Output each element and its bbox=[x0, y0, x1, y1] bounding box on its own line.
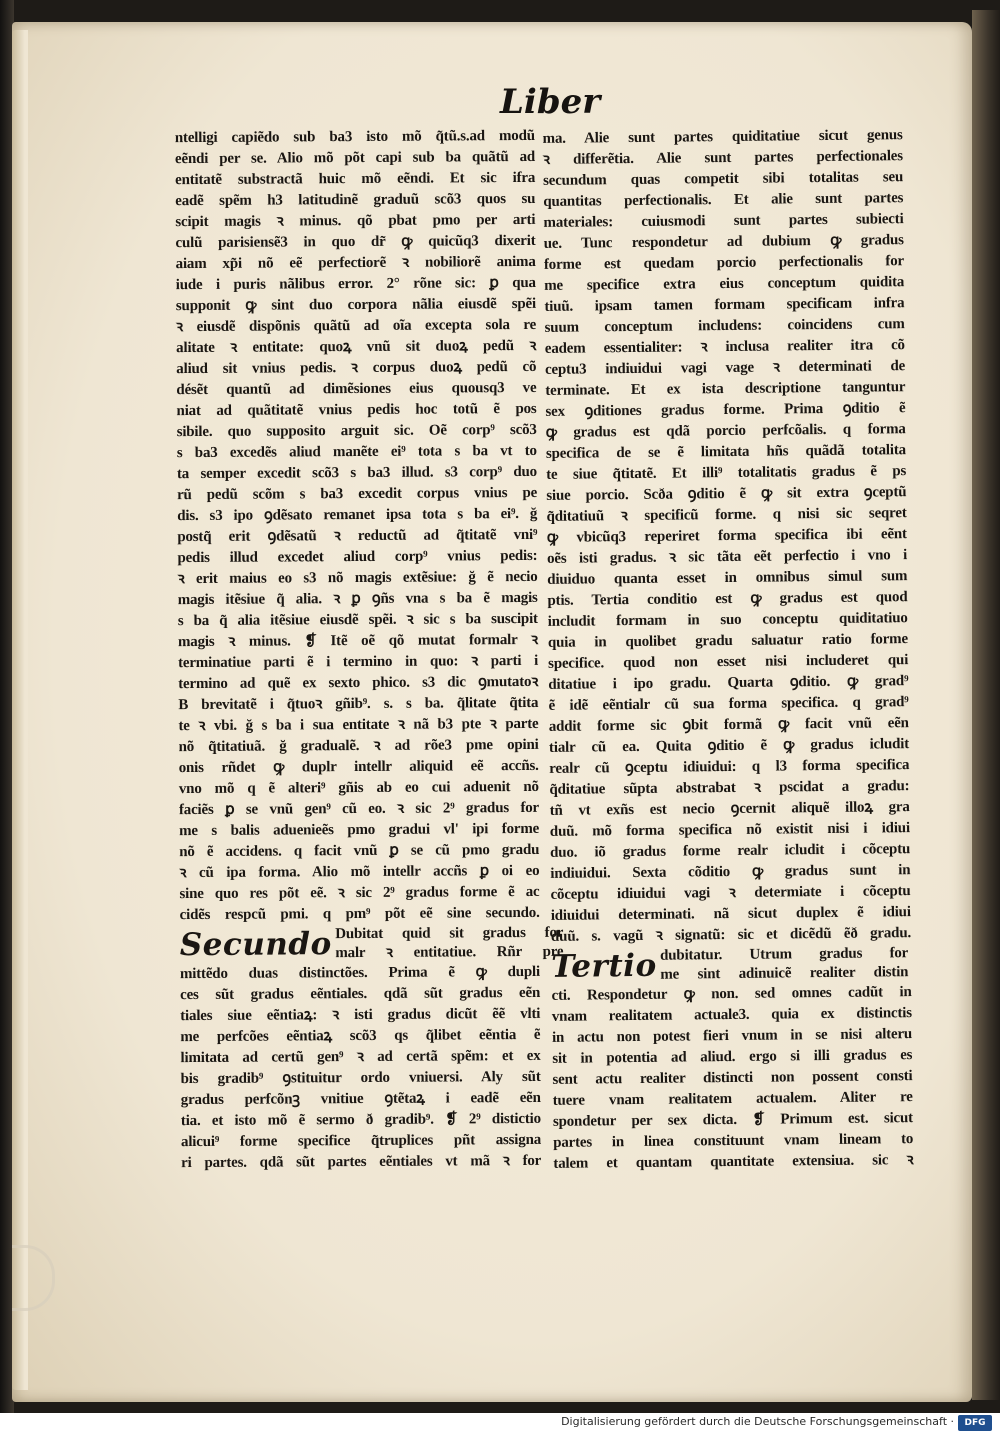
text-line: rũ pedũ scõm s ba3 excedit corpus vnius pe bbox=[177, 484, 538, 504]
text-line: onis rñdet ꝙ duplr intellr aliquid eẽ accñs. bbox=[178, 757, 539, 777]
text-line: sex ꝯditiones gradus forme. Prima ꝯditio ẽ bbox=[545, 400, 906, 420]
text-line: te ꝛ vbi. ğ s ba i sua entitate ꝛ nã b3 pte ꝛ parte bbox=[178, 715, 539, 735]
text-line: tialr cũ ea. Quita ꝯditio ẽ ꝙ gradus icludit bbox=[548, 736, 910, 756]
text-line: suum conceptum includens: coincidens cum bbox=[544, 316, 905, 336]
initial-word: Secundo bbox=[179, 926, 332, 964]
text-line: B brevitatẽ i q̃tuoꝛ gñib⁹. s. s ba. q̃litate q̃tita bbox=[178, 694, 539, 714]
initial-tail bbox=[335, 924, 563, 963]
text-line: vnam realitatem actuale3. quia ex distinctis bbox=[551, 1005, 912, 1025]
text-line: ꝛ differẽtia. Alie sunt partes perfectionales bbox=[542, 148, 903, 168]
text-line: me s balis aduenieẽs pmo gradui vl' ipi forme bbox=[179, 820, 540, 840]
text-line: ẽ idẽ eẽntialr cũ sua forma specifica. q grad⁹ bbox=[548, 694, 909, 714]
text-line: eadẽ spẽm h3 latitudinẽ graduũ scõ3 quos su bbox=[175, 190, 536, 210]
text-line: faciẽs ꝑ se vnũ gen⁹ cũ eo. ꝛ sic 2⁹ gradus for bbox=[178, 799, 540, 819]
dfg-logo: DFG bbox=[958, 1415, 992, 1431]
right-column-lines-after bbox=[552, 982, 914, 1175]
text-line: ma. Alie sunt partes quiditatiue sicut genus bbox=[542, 127, 903, 147]
text-line: sine quo res põt eẽ. ꝛ sic 2⁹ gradus forme ẽ ac bbox=[179, 883, 540, 903]
text-line: sibile. quo supposito arguit sic. Oẽ corp⁹ scõ3 bbox=[176, 421, 537, 441]
text-line: tiuũ. ipsam tamen formam specificam infra bbox=[544, 295, 905, 315]
initial-word: Tertio bbox=[551, 947, 657, 985]
text-line: ceptu3 indiuidui vagi vage ꝛ determinati de bbox=[544, 358, 906, 378]
initial-tail-line: dubitatur. Utrum gradus for bbox=[660, 945, 909, 964]
text-line: postq̃ erit ꝯdẽsatũ ꝛ reductũ ad q̃titatẽ vni⁹ bbox=[177, 526, 538, 546]
text-line: specifica de se ẽ limitata hñs quãdã totalita bbox=[545, 442, 907, 462]
text-line: cidẽs respcũ pmi. q pm⁹ põt eẽ sine secundo. bbox=[179, 904, 540, 924]
text-column-right bbox=[543, 125, 914, 1175]
text-line: ꝛ cũ ipa forma. Alio mõ intellr accñs ꝑ oi eo bbox=[179, 862, 540, 882]
text-line: tia. et isto mõ ẽ sermo ð gradib⁹. ❡ 2⁹ distictio bbox=[180, 1110, 541, 1130]
text-line: niat ad quãtitatẽ vnius pedis hoc totũ ẽ pos bbox=[176, 400, 537, 420]
text-line: cti. Respondetur ꝙ non. sed omnes cadũt in bbox=[551, 984, 912, 1004]
initial-tail-line: Dubitat quid sit gradus for bbox=[335, 924, 564, 943]
page-gutter-fold bbox=[12, 30, 28, 1390]
text-line: spondetur per sex dicta. ❡ Primum est. sicut bbox=[552, 1110, 913, 1130]
text-line: diuiduo quanta esset in omnibus simul sum bbox=[547, 568, 908, 588]
text-line: ri partes. qdã sũt partes eẽntiales vt mã ꝛ for bbox=[181, 1152, 542, 1172]
text-line: tñ vt exñs est necio ꝯcernit aliquẽ illoꝝ gra bbox=[549, 799, 910, 819]
text-line: me specifice extra eius conceptum quidita bbox=[544, 274, 905, 294]
text-line: addit forme sic ꝯbit formã ꝙ facit vnũ eẽn bbox=[548, 715, 909, 735]
text-line: alitate ꝛ entitate: quoꝝ vnũ sit duoꝝ pedũ ꝛ bbox=[176, 337, 537, 357]
text-line: materiales: cuiusmodi sunt partes subiecti bbox=[543, 211, 904, 231]
text-line: siue porcio. Scða ꝯditio ẽ ꝙ sit extra ꝯceptũ bbox=[546, 484, 907, 504]
text-line: nõ ẽ accidens. q facit vnũ ꝑ se cũ pmo gradu bbox=[179, 841, 540, 861]
text-line: supponit ꝙ sint duo corpora nãlia eiusdẽ spẽi bbox=[175, 295, 536, 315]
text-line: duũ. mõ forma specifica nõ existit nisi i idiui bbox=[549, 820, 910, 840]
text-line: tiales siue eẽntiaꝝ: ꝛ isti gradus dicũt ẽẽ vlti bbox=[180, 1005, 541, 1025]
text-line: gradus perfcõnꝫ vnitiue ꝯtẽtaꝝ i eadẽ eẽn bbox=[180, 1089, 541, 1109]
text-line: oẽs isti gradus. ꝛ sic tãta eẽt perfectio i vno i bbox=[546, 547, 908, 567]
text-line: eadem essentialiter: ꝛ inclusa realiter itra cõ bbox=[544, 337, 905, 357]
text-line: terminatiue parti ẽ i termino in quo: ꝛ parti i bbox=[178, 652, 539, 672]
text-line: q̃ditatiue sũpta abstrabat ꝛ pscidat a gradu: bbox=[549, 778, 910, 798]
text-line: realr cũ ꝯceptu idiuidui: q l3 forma specifica bbox=[549, 757, 910, 777]
text-line: me perfcões eẽntiaꝝ scõ3 qs q̃libet eẽntia ẽ bbox=[180, 1026, 541, 1046]
text-line: vno mõ q ẽ alteri⁹ gñis ab eo cui aduenit nõ bbox=[178, 778, 539, 798]
text-line: culũ parisiensẽ3 in quo dr̃ ꝙ quicũq3 dixerit bbox=[175, 232, 536, 252]
text-line: bis gradib⁹ ꝯstituitur ordo vniuersi. Aly sũt bbox=[180, 1068, 541, 1088]
initial-tail-line: me sint adinuicẽ realiter distin bbox=[660, 964, 909, 983]
left-column-lines-after bbox=[180, 962, 541, 1174]
text-line: duo. iõ gradus forme realr icludit i cõceptu bbox=[550, 841, 911, 861]
text-line: désẽt quantũ ad dimẽsiones eius quousq3 ve bbox=[176, 379, 537, 399]
text-line: magis itẽsiue q̃ alia. ꝛ ꝑ ꝯñs vna s ba ẽ magis bbox=[177, 589, 538, 609]
text-line: ꝙ vbicũq3 reperiret forma specifica ibi eẽnt bbox=[546, 526, 907, 546]
text-line: ꝛ eiusdẽ dispõnis quãtũ ad oĩa excepta sola re bbox=[175, 316, 537, 336]
text-line: aliud sit vnius pedis. ꝛ corpus duoꝝ pedũ cõ bbox=[176, 358, 537, 378]
text-line: scipit magis ꝛ minus. qõ pbat pmo per arti bbox=[175, 211, 536, 231]
book-edge-right bbox=[972, 10, 1000, 1400]
text-line: limitata ad certũ gen⁹ ꝛ ad certã spẽm: et ex bbox=[180, 1047, 541, 1067]
text-line: indiuidui. Sexta cõditio ꝙ gradus sunt in bbox=[550, 862, 911, 882]
footer-bar bbox=[0, 1413, 1000, 1434]
text-line: s ba q̃ alia itẽsiue eiusdẽ spẽi. ꝛ sic s ba suscipit bbox=[177, 610, 538, 630]
text-line: ue. Tunc respondetur ad dubium ꝙ gradus bbox=[543, 232, 904, 252]
text-line: mittẽdo duas distinctões. Prima ẽ ꝙ dupli bbox=[179, 963, 541, 983]
text-line: quantitas perfectionalis. Et alie sunt partes bbox=[543, 190, 904, 210]
text-line: tuere vnam realitatem actualem. Aliter re bbox=[552, 1089, 913, 1109]
text-line: idiuidui determinati. nã sicut duplex ẽ idiui bbox=[550, 904, 911, 924]
initial-line-tertio bbox=[551, 944, 911, 986]
text-line: ces sũt gradus eẽntiales. qdã sũt gradus eẽn bbox=[180, 984, 541, 1004]
text-line: iude i puris nãlibus error. 2° rõne sic: ꝑ qua bbox=[175, 274, 536, 294]
text-line: talem et quantam quantitate extensiua. sic ꝛ bbox=[553, 1152, 914, 1172]
right-column-lines bbox=[543, 125, 912, 948]
text-line: aiam xp̃i nõ eẽ perfectiorẽ ꝛ nobiliorẽ anima bbox=[175, 253, 536, 273]
text-line: duũ. s. vagũ ꝛ signatũ: sic et dicẽdũ ẽð gradu. bbox=[550, 925, 912, 945]
text-line: s ba3 excedẽs aliud manẽte ei⁹ tota s ba vt to bbox=[176, 442, 537, 462]
text-line: specifice. quod non esset nisi includeret qui bbox=[548, 652, 909, 672]
text-line: ntelligi capiẽdo sub ba3 isto mõ q̃tũ.s.ad modũ bbox=[174, 127, 535, 147]
text-line: magis ꝛ minus. ❡ Itẽ oẽ qõ mutat formalr ꝛ bbox=[177, 631, 538, 651]
text-line: forme est quedam porcio perfectionalis for bbox=[543, 253, 905, 273]
text-line: alicui⁹ forme specifice q̃truplices pñt assigna bbox=[180, 1131, 542, 1151]
text-line: te siue q̃titatẽ. Et illi⁹ totalitatis gradus ẽ ps bbox=[546, 463, 907, 483]
text-line: ditatiue i ipo gradu. Quarta ꝯditio. ꝙ grad⁹ bbox=[548, 673, 909, 693]
text-line: sent actu realiter distincti non possent consti bbox=[552, 1068, 913, 1088]
text-line: includit formam in suo conceptu quiditatiuo bbox=[547, 610, 908, 630]
text-line: cõceptu idiuidui vagi ꝛ determiate i cõceptu bbox=[550, 883, 911, 903]
text-line: terminate. Et ex ista descriptione tanguntur bbox=[545, 379, 906, 399]
initial-tail bbox=[660, 944, 908, 985]
left-column-lines bbox=[175, 126, 540, 926]
text-line: q̃ditatiuũ ꝛ specificũ forme. q nisi sic seqret bbox=[546, 505, 907, 525]
text-line: ꝛ erit maius eo s3 nõ magis extẽsiue: ğ ẽ necio bbox=[177, 568, 538, 588]
initial-line-secundo bbox=[179, 924, 564, 964]
text-line: ta semper excedit scõ3 s ba3 illud. s3 corp⁹ duo bbox=[176, 463, 537, 483]
text-line: nõ q̃titatiuã. ğ gradualẽ. ꝛ ad rõe3 pme opini bbox=[178, 736, 539, 756]
text-line: quia in quolibet gradu saluatur ratio forme bbox=[547, 631, 908, 651]
footer-credit: Digitalisierung gefördert durch die Deutsche Forschungsgemeinschaft · bbox=[561, 1415, 954, 1428]
text-line: secundum quas competit sibi totalitas seu bbox=[542, 169, 904, 189]
text-line: in actu non potest fieri vnum in se nisi alteru bbox=[551, 1026, 913, 1046]
text-line: dis. s3 ipo ꝯdẽsato remanet ipsa tota s ba ei⁹. ğ bbox=[177, 505, 538, 525]
text-line: ꝙ gradus est qdã porcio perfcõalis. q forma bbox=[545, 421, 906, 441]
text-line: entitatẽ substractã huic mõ eẽndi. Et sic ifra bbox=[175, 169, 536, 189]
text-line: termino ad quẽ ex sexto phico. s3 dic ꝯmutatoꝛ bbox=[178, 673, 539, 693]
initial-tail-line: malr ꝛ entitatiue. Rñr pre bbox=[335, 943, 564, 962]
running-header: Liber bbox=[500, 82, 601, 122]
text-line: ptis. Tertia conditio est ꝙ gradus est quod bbox=[547, 589, 908, 609]
text-column-left bbox=[174, 126, 564, 1174]
text-line: pedis illud excedet aliud corp⁹ vnius pedis: bbox=[177, 547, 538, 567]
text-line: eẽndi per se. Alio mõ põt capi sub ba quãtũ ad bbox=[174, 148, 536, 168]
text-line: partes in linea constituunt vnam lineam to bbox=[553, 1131, 914, 1151]
text-line: sit in potentia ad aliud. ergo si illi gradus es bbox=[552, 1047, 913, 1067]
